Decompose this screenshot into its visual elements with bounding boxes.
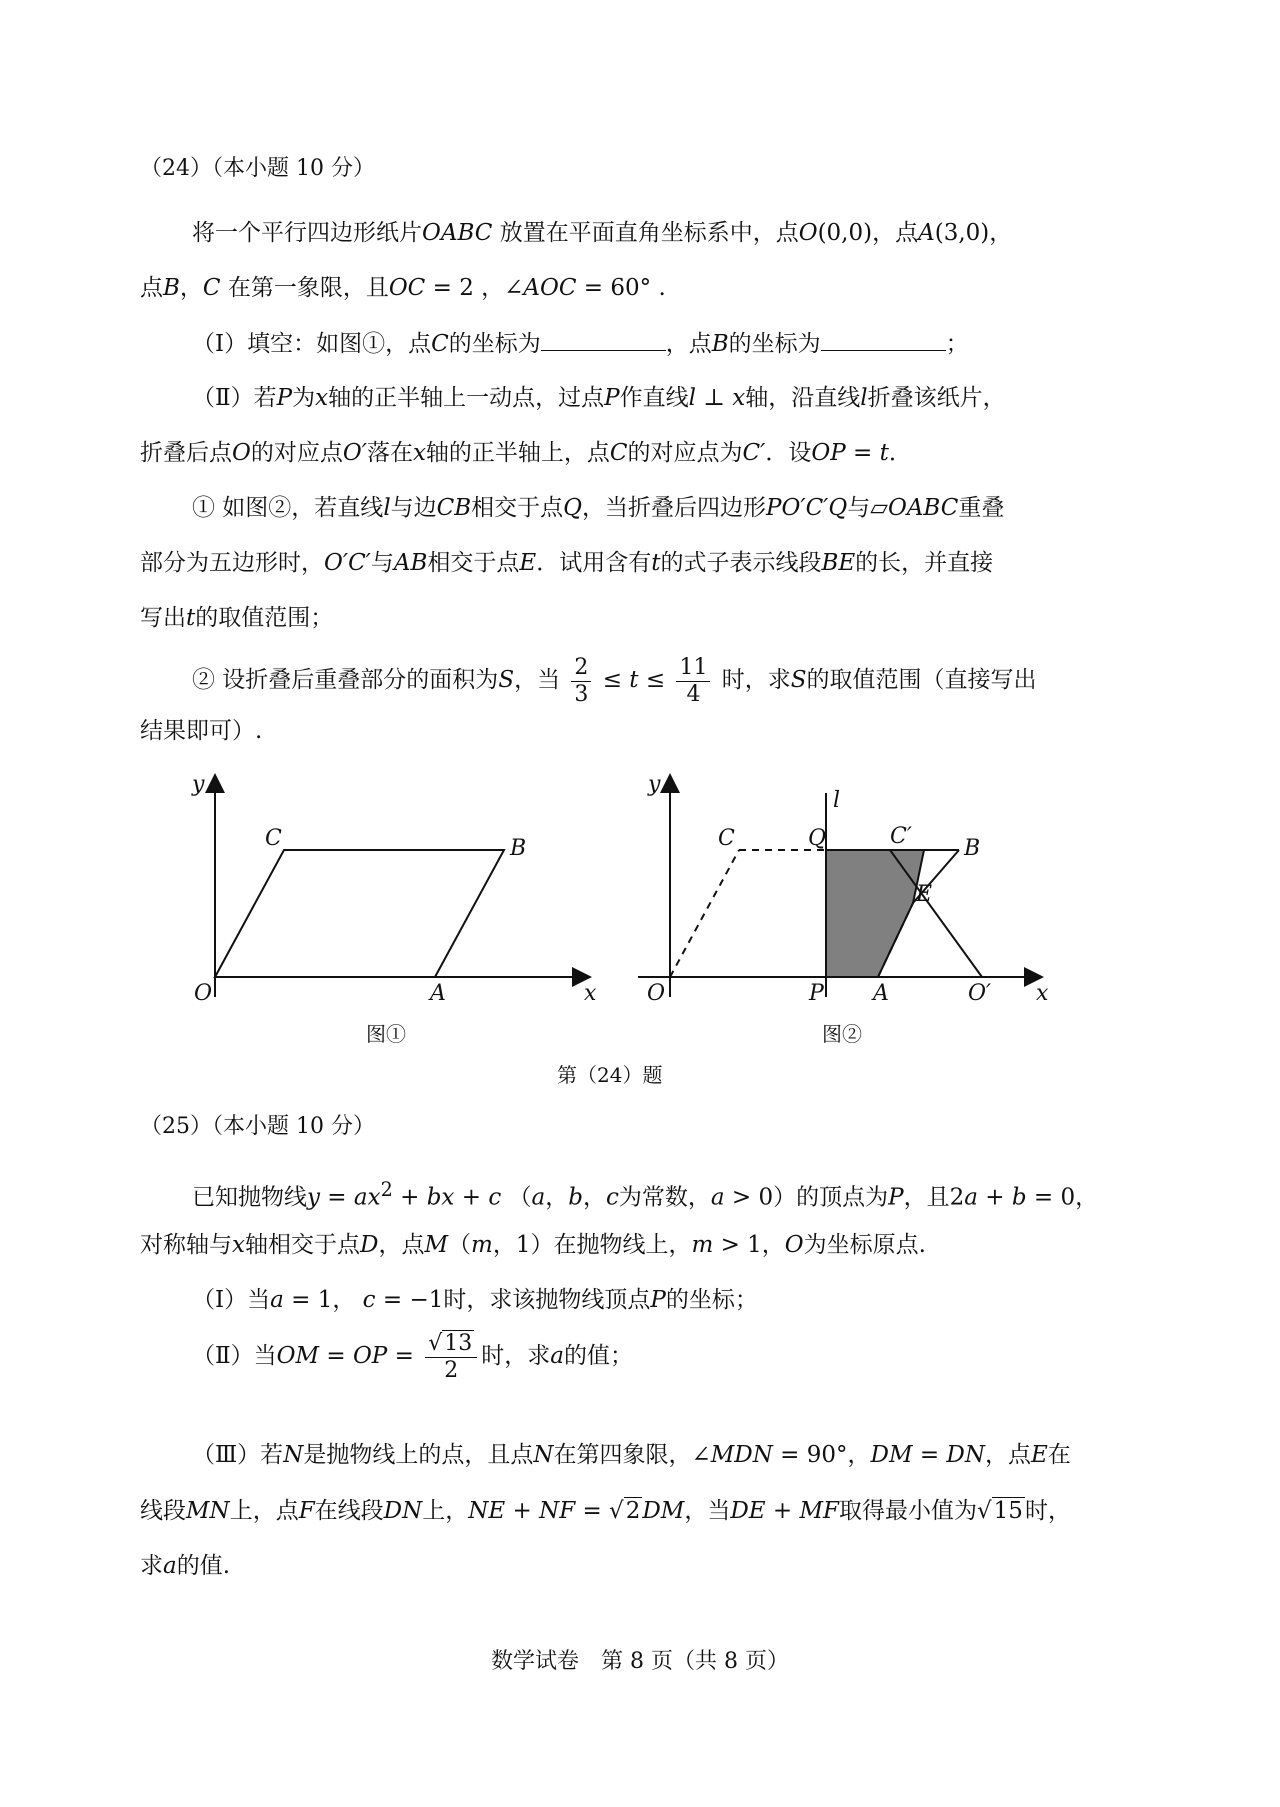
q25-text: 的坐标； — [665, 1287, 758, 1313]
q25-text: （ — [508, 1184, 532, 1211]
q24-text: 相交于点 — [471, 495, 564, 521]
q25-text: 对称轴与 — [140, 1232, 232, 1258]
q25-part-iii-line2: 线段MN上，点F在线段DN上，NE + NF = √2DM，当DE + MF取得最小值为√15时， — [140, 1498, 1071, 1524]
answer-blank-c[interactable] — [541, 328, 666, 351]
q25-text: （Ⅰ）当 — [192, 1287, 271, 1313]
q24-text: 的对应点 — [250, 440, 343, 466]
q24-text: ，当折叠后四边形 — [582, 495, 767, 521]
q24-intro-line1: 将一个平行四边形纸片OABC 放置在平面直角坐标系中，点O(0,0)，点A(3,0)， — [192, 220, 1013, 246]
q25-text: 时， — [1024, 1498, 1071, 1524]
q24-text: 写出 — [140, 605, 186, 631]
q24-text: 轴的正半轴上，点 — [425, 440, 610, 466]
q24-part-ii-line1: （Ⅱ）若P为x轴的正半轴上一动点，过点P作直线l ⊥ x轴，沿直线l折叠该纸片， — [192, 385, 1006, 411]
q25-text: 时，求该抛物线顶点 — [443, 1287, 651, 1313]
label-o-prime: O′ — [968, 981, 992, 1006]
q25-text: 为常数， — [618, 1184, 711, 1211]
label-o: O — [194, 981, 213, 1006]
q25-text: ， — [761, 1232, 785, 1258]
q24-sub1-line3: 写出t的取值范围； — [140, 605, 334, 631]
q25-part-iii-line1: （Ⅲ）若N是抛物线上的点，且点N在第四象限，∠MDN = 90°，DM = DN，点E在 — [192, 1442, 1071, 1468]
q24-text: 的对应点为 — [627, 440, 743, 466]
q25-part-ii: （Ⅱ）当OM = OP = $\frac{√13}{2}$ 时，求a的值； — [192, 1330, 633, 1383]
q25-text: （Ⅲ）若 — [192, 1442, 284, 1468]
q24-text: （Ⅰ）填空：如图①，点 — [192, 331, 432, 357]
q24-text: ① 如图②，若直线 — [192, 495, 384, 521]
q24-sub2-line2 — [140, 716, 1140, 746]
q25-text: 的值. — [176, 1553, 231, 1579]
q25-part-iii-line3: 求a的值. — [140, 1553, 231, 1579]
q24-text: ．试用含有 — [536, 550, 652, 576]
q25-text: 为坐标原点. — [803, 1232, 926, 1258]
q25-text: （Ⅱ）当 — [192, 1343, 277, 1369]
q25-text: 线段 — [140, 1498, 186, 1524]
label-x: x — [1036, 981, 1049, 1006]
fraction-eleven-quarters: $\frac{11}{4}$ — [676, 655, 710, 708]
q25-text: ，当 — [684, 1498, 731, 1524]
q25-heading — [140, 1112, 1140, 1142]
q24-text: 在第一象限，且 — [227, 275, 389, 301]
q24-sub1-line2: 部分为五边形时，O′C′与AB相交于点E．试用含有t的式子表示线段BE的长，并直接 — [140, 550, 994, 576]
label-o: O — [647, 981, 666, 1006]
q25-text: 在线段 — [314, 1498, 384, 1524]
q25-line1: 已知抛物线$y = ax^2$ + bx + c （a，b，c为常数，a > 0）的顶点为P，且2a + b = 0， — [192, 1178, 1099, 1211]
q24-intro-line2: 点B，C 在第一象限，且OC = 2 ，∠AOC = 60° . — [140, 275, 666, 301]
q24-text: 放置在平面直角坐标系中，点 — [499, 220, 799, 246]
q24-text: ， — [179, 275, 203, 301]
q24-text: ； — [945, 331, 969, 357]
q25-text: 取得最小值为 — [839, 1498, 978, 1524]
q24-heading-text: （24）（本小题 10 分） — [140, 156, 375, 181]
q25-text: ，点 — [378, 1232, 425, 1258]
q25-text: ，点 — [985, 1442, 1031, 1468]
q25-text: 上，点 — [229, 1498, 299, 1524]
q24-sub1-line1: ① 如图②，若直线l与边CB相交于点Q，当折叠后四边形PO′C′Q与▱OABC重叠 — [192, 495, 1005, 521]
q24-text: ．设 — [765, 440, 812, 466]
q25-line2: 对称轴与x轴相交于点D，点M（m，1）在抛物线上，m > 1，O为坐标原点. — [140, 1232, 926, 1258]
q24-text: 与 — [370, 550, 394, 576]
label-y: y — [648, 772, 661, 797]
label-y: y — [192, 772, 205, 797]
q24-text: 的取值范围（直接写出 — [806, 667, 1037, 693]
q24-text: 的取值范围； — [195, 605, 334, 631]
q24-text: 落在 — [366, 440, 413, 466]
label-q: Q — [808, 826, 827, 851]
page-footer: 数学试卷 第 8 页（共 8 页） — [491, 1649, 789, 1674]
overlap-region — [826, 850, 924, 977]
q25-text: 时，求 — [481, 1343, 551, 1369]
q24-text: ② 设折叠后重叠部分的面积为 — [192, 667, 499, 693]
q24-text: 结果即可）. — [140, 718, 263, 744]
q25-text: ， — [1075, 1184, 1099, 1211]
q25-text: 是抛物线上的点，且点 — [303, 1442, 534, 1468]
q24-heading — [140, 154, 1140, 184]
q24-text: 轴的正半轴上一动点，过点 — [328, 385, 605, 411]
label-b: B — [510, 836, 527, 861]
figure-caption: 第（24）题 — [557, 1063, 663, 1087]
q24-text: 折叠该纸片， — [867, 385, 1006, 411]
q25-text: 上， — [422, 1498, 469, 1524]
q24-text: 相交于点 — [427, 550, 520, 576]
q25-text: ，且 — [903, 1184, 950, 1211]
q24-text: 与 — [847, 495, 871, 521]
q24-text: 时，求 — [721, 667, 791, 693]
q25-text: 在第四象限， — [553, 1442, 692, 1468]
figure-1-caption: 图① — [366, 1022, 406, 1046]
q24-text: 作直线 — [619, 385, 689, 411]
q25-heading-text: （25）（本小题 10 分） — [140, 1114, 375, 1139]
q24-text: 与边 — [390, 495, 437, 521]
q24-text: ，当 — [514, 667, 561, 693]
q24-part-ii-line2: 折叠后点O的对应点O′落在x轴的正半轴上，点C的对应点为C′．设OP = t． — [140, 440, 912, 466]
label-e: E — [916, 882, 933, 907]
label-c-prime: C′ — [890, 824, 912, 849]
label-a: A — [873, 981, 889, 1006]
edge-oc-dashed — [670, 850, 739, 977]
q25-text: 已知抛物线 — [192, 1184, 307, 1211]
label-b: B — [964, 836, 981, 861]
q24-text: 的式子表示线段 — [660, 550, 822, 576]
q24-sub2-line1: ② 设折叠后重叠部分的面积为S，当 $\frac{2}{3}$ ≤ t ≤ $\frac{11}{4}$ 时，求S的取值范围（直接写出 — [192, 654, 1037, 707]
q24-text: 部分为五边形时， — [140, 550, 324, 576]
q25-text: 在 — [1047, 1442, 1071, 1468]
q24-text: 的长，并直接 — [855, 550, 994, 576]
q25-part-i: （Ⅰ）当a = 1， c = −1时，求该抛物线顶点P的坐标； — [192, 1287, 758, 1313]
label-p: P — [809, 981, 824, 1006]
label-c: C — [265, 826, 282, 851]
q24-text: 将一个平行四边形纸片 — [192, 220, 422, 246]
label-x: x — [584, 981, 597, 1006]
q25-text: 的值； — [563, 1343, 633, 1369]
q25-text: ）的顶点为 — [773, 1184, 889, 1211]
q24-text: 重叠 — [958, 495, 1005, 521]
figure-2-diagram — [628, 765, 1058, 1015]
label-a: A — [430, 981, 446, 1006]
fraction-two-thirds: $\frac{2}{3}$ — [571, 655, 591, 708]
q24-text: 折叠后点 — [140, 440, 232, 466]
q24-text: 的坐标为 — [728, 331, 821, 357]
q25-text: 求 — [140, 1553, 163, 1579]
q24-text: 点 — [140, 275, 163, 301]
q24-text: （Ⅱ）若 — [192, 385, 277, 411]
answer-blank-b[interactable] — [821, 328, 946, 351]
figure-1-diagram — [180, 765, 600, 1015]
q24-part-i: （Ⅰ）填空：如图①，点C的坐标为 ，点B的坐标为 ； — [192, 328, 1192, 359]
q24-text: 为 — [292, 385, 316, 411]
label-l: l — [833, 788, 841, 813]
q24-text: ，点 — [665, 331, 712, 357]
q24-text: ，点 — [872, 220, 919, 246]
fraction-sqrt13-over-2: $\frac{√13}{2}$ — [425, 1331, 477, 1384]
label-c: C — [718, 826, 735, 851]
q25-text: 在抛物线上， — [553, 1232, 692, 1258]
q24-text: ． — [888, 440, 912, 466]
q24-text: 的坐标为 — [448, 331, 541, 357]
q24-text: 轴，沿直线 — [745, 385, 861, 411]
figure-2-caption: 图② — [822, 1022, 862, 1046]
parallelogram-oabc — [215, 850, 504, 977]
q25-text: 轴相交于点 — [244, 1232, 360, 1258]
